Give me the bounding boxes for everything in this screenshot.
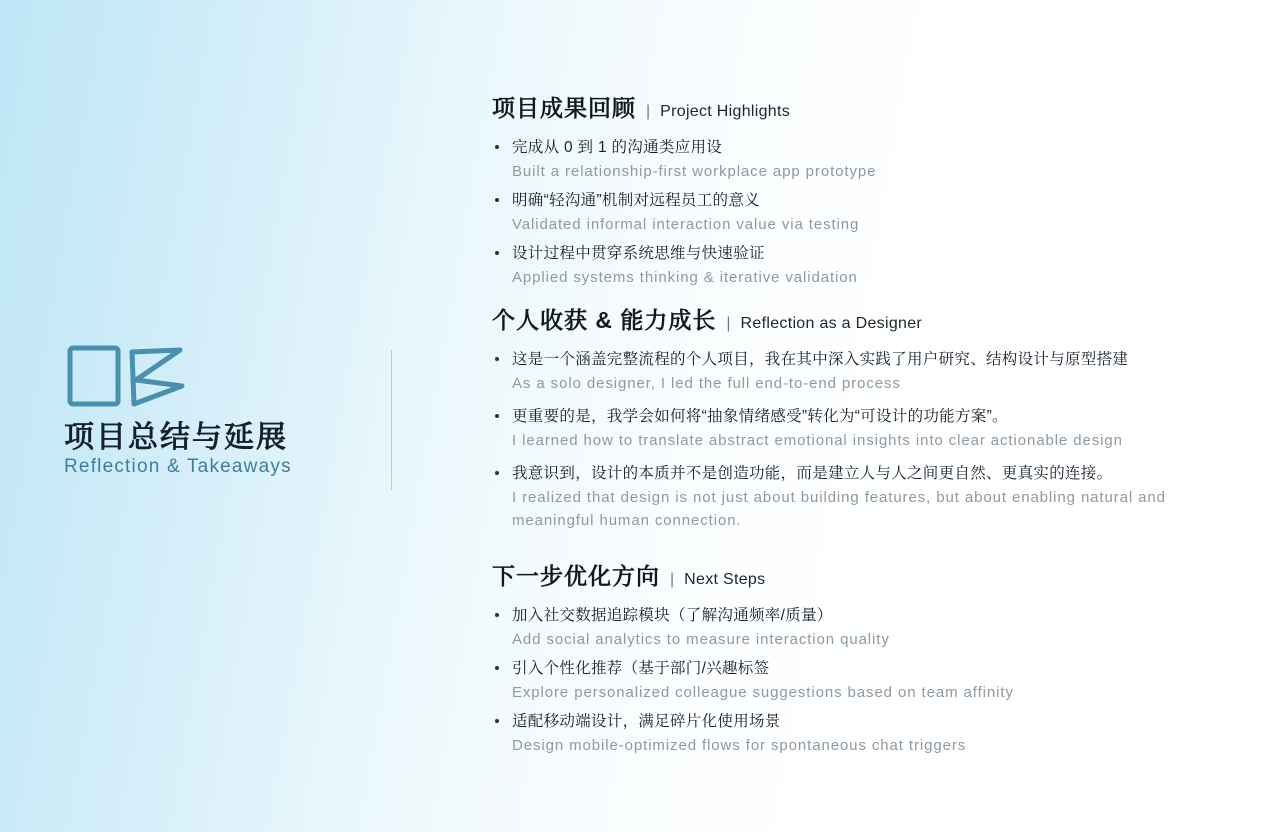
list-item-cn: 完成从 0 到 1 的沟通类应用设: [512, 139, 723, 156]
bullet-list: [492, 605, 1232, 758]
section-project-highlights: [492, 90, 1232, 296]
bullet-dot-icon: [495, 145, 499, 149]
list-item: [492, 463, 1232, 532]
list-item-cn: 设计过程中贯穿系统思维与快速验证: [512, 244, 765, 262]
list-item: [492, 243, 1232, 290]
bullet-dot-icon: [495, 613, 499, 617]
section-heading-cn: 个人收获 & 能力成长: [492, 307, 717, 333]
vertical-divider: [391, 350, 392, 490]
bullet-dot-icon: [495, 251, 499, 255]
bullet-dot-icon: [495, 414, 499, 418]
section-heading-en: Project Highlights: [660, 103, 791, 120]
section-heading-en: Reflection as a Designer: [740, 315, 923, 332]
list-item: [492, 349, 1232, 396]
list-item-cn: 适配移动端设计，满足碎片化使用场景: [512, 712, 781, 730]
page-subtitle: Reflection & Takeaways: [64, 456, 292, 477]
section-heading-cn: 下一步优化方向: [492, 563, 660, 589]
list-item: [492, 190, 1232, 237]
list-item-en: Explore personalized colleague suggestions based on team affinity: [512, 684, 1014, 702]
list-item-en: I realized that design is not just about building features, but about enabling natural and meaningful human connection.: [512, 489, 1166, 529]
list-item-cn: 这是一个涵盖完整流程的个人项目，我在其中深入实践了用户研究、结构设计与原型搭建: [512, 351, 1129, 368]
list-item: [492, 137, 1232, 184]
section-heading: [492, 90, 1232, 123]
heading-separator: |: [646, 103, 651, 120]
abstract-shapes-logo-icon: [62, 338, 192, 414]
list-item: [492, 406, 1232, 453]
list-item-en: I learned how to translate abstract emotional insights into clear actionable design: [512, 432, 1123, 450]
section-heading-en: Next Steps: [684, 571, 766, 588]
bullet-dot-icon: [495, 198, 499, 202]
bullet-dot-icon: [495, 471, 499, 475]
bullet-dot-icon: [495, 357, 499, 361]
bullet-list: [492, 349, 1232, 532]
list-item-en: As a solo designer, I led the full end-to-end process: [512, 375, 901, 393]
bullet-list: [492, 137, 1232, 290]
heading-separator: |: [726, 315, 731, 332]
section-heading: [492, 558, 1232, 591]
list-item: [492, 711, 1232, 758]
list-item-cn: 更重要的是，我学会如何将“抽象情绪感受”转化为“可设计的功能方案”。: [512, 407, 1008, 425]
list-item: [492, 605, 1232, 652]
bullet-dot-icon: [495, 719, 499, 723]
list-item-cn: 加入社交数据追踪模块（了解沟通频率/质量）: [512, 607, 833, 624]
section-heading-cn: 项目成果回顾: [492, 95, 636, 121]
list-item-en: Applied systems thinking & iterative validation: [512, 269, 858, 287]
bullet-dot-icon: [495, 666, 499, 670]
section-heading: [492, 302, 1232, 335]
list-item: [492, 658, 1232, 705]
list-item-cn: 引入个性化推荐（基于部门/兴趣标签: [512, 659, 770, 677]
list-item-en: Built a relationship-first workplace app prototype: [512, 163, 877, 181]
page-title: 项目总结与延展: [64, 421, 288, 454]
left-panel: [0, 0, 430, 832]
list-item-en: Validated informal interaction value via testing: [512, 216, 860, 234]
section-reflection: [492, 302, 1232, 542]
list-item-cn: 我意识到，设计的本质并不是创造功能，而是建立人与人之间更自然、更真实的连接。: [512, 464, 1113, 482]
section-next-steps: [492, 558, 1232, 764]
list-item-cn: 明确“轻沟通”机制对远程员工的意义: [512, 191, 760, 209]
list-item-en: Design mobile-optimized flows for spontaneous chat triggers: [512, 737, 967, 755]
list-item-en: Add social analytics to measure interaction quality: [512, 631, 890, 649]
heading-separator: |: [670, 571, 675, 588]
content-column: [492, 0, 1252, 832]
